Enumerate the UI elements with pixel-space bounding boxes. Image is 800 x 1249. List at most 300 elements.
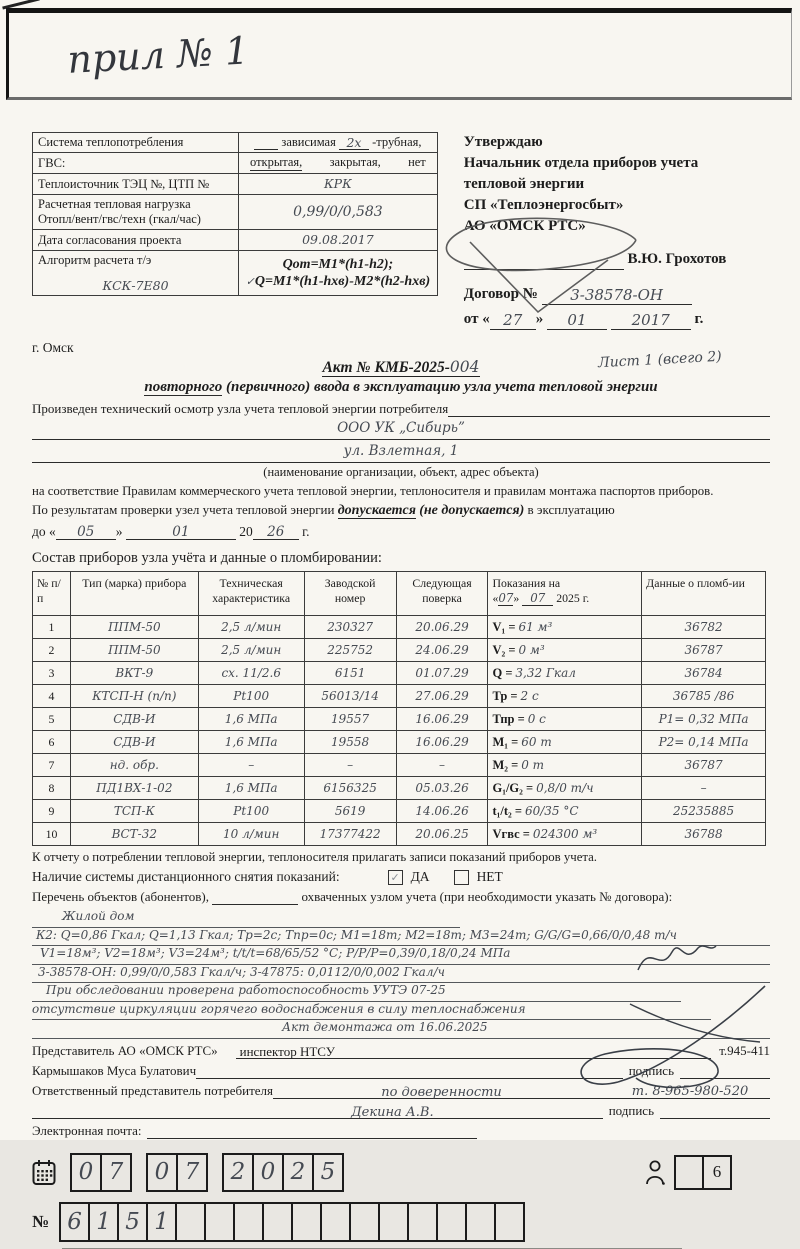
- subtitle-rest: (первичного) ввода в эксплуатацию узла учета тепловой энергии: [222, 379, 658, 395]
- date-box: [312, 1153, 344, 1192]
- reading-label: G₁/G₂ =: [492, 780, 534, 795]
- cell-seal: [642, 731, 766, 754]
- consumer-phone: т. 8-965-980-520: [631, 1083, 749, 1099]
- blank-line: [547, 313, 607, 330]
- sign-label: подпись: [628, 1062, 674, 1078]
- equipment-row: [33, 662, 766, 685]
- handwritten-value: 2 с: [520, 688, 539, 703]
- handwritten-digit: 0: [260, 1159, 276, 1185]
- handwritten-value: Р1= 0,32 МПа: [658, 711, 749, 726]
- person-box: [702, 1155, 732, 1190]
- param-label-line: Алгоритм расчета т/э: [38, 253, 152, 267]
- param-row: [33, 230, 438, 251]
- equipment-section-title: Состав приборов узла учёта и данные о пломбировании:: [32, 550, 382, 566]
- approve-line: АО «ОМСК РТС»: [463, 218, 586, 234]
- params-table: [32, 132, 438, 296]
- param-label: Теплоисточник ТЭЦ №, ЦТП №: [33, 174, 239, 195]
- cell-serial: [304, 616, 396, 639]
- cell-serial: [304, 777, 396, 800]
- handwritten-value: 20.06.29: [415, 619, 469, 634]
- consumer-row: [32, 1083, 770, 1099]
- handwritten-digit: 1: [154, 1208, 169, 1235]
- cell-next: [396, 754, 488, 777]
- handwritten-value: 61 м³: [518, 619, 553, 634]
- cell-type: [70, 754, 198, 777]
- handwritten-value: нд. обр.: [109, 757, 159, 772]
- handwritten-value: Pt100: [233, 803, 270, 818]
- number-box: [436, 1202, 467, 1242]
- email-row: [32, 1123, 770, 1139]
- handwritten-value: –: [439, 757, 446, 772]
- result-allowed: допускается: [337, 503, 416, 518]
- param-label-line: Расчетная тепловая нагрузка: [38, 197, 191, 211]
- cell-num: 2: [33, 639, 71, 662]
- cell-reading: [488, 708, 642, 731]
- cell-next: [396, 777, 488, 800]
- cell-seal: [642, 823, 766, 846]
- handwritten-value: 2х: [346, 134, 362, 150]
- readings-year: 2025 г.: [556, 591, 590, 605]
- param-value: [239, 133, 438, 153]
- handwritten-value: 09.08.2017: [302, 232, 374, 247]
- calendar-icon: [32, 1159, 56, 1186]
- date-stamp-row: [32, 1153, 770, 1192]
- org-caption: (наименование организации, объект, адрес объекта): [263, 465, 539, 479]
- act-number-printed: Акт № КМБ-2025-: [322, 359, 450, 376]
- handwritten-value: 230327: [327, 619, 374, 634]
- cell-seal: [642, 616, 766, 639]
- handwritten-text: При обследовании проверена работоспособность УУТЭ 07-25: [46, 983, 446, 997]
- cell-reading: [488, 731, 642, 754]
- rep-phone: т.945-411: [719, 1042, 770, 1058]
- objects-list-line: [32, 889, 770, 905]
- param-label: [33, 195, 239, 230]
- until-century: 20: [239, 524, 253, 539]
- param-value: [239, 195, 438, 230]
- person-icon: [645, 1159, 666, 1186]
- number-box: [465, 1202, 496, 1242]
- cell-next: [396, 823, 488, 846]
- approve-line: тепловой энергии: [463, 176, 585, 192]
- cell-next: [396, 731, 488, 754]
- reading-label: Тр =: [492, 688, 518, 703]
- subtitle-underlined: повторного: [144, 379, 223, 395]
- handwritten-value: 36782: [684, 619, 723, 634]
- date-box: [100, 1153, 132, 1192]
- blank-line: [126, 525, 236, 540]
- cell-spec: [198, 616, 304, 639]
- act-number-hand: 004: [449, 358, 480, 376]
- valid-until-line: [32, 524, 770, 540]
- number-box: [175, 1202, 206, 1242]
- document-body: [32, 132, 770, 1249]
- param-row: [33, 133, 438, 153]
- sign-label: подпись: [608, 1102, 654, 1118]
- cell-next: [396, 662, 488, 685]
- handwritten-value: 10 л/мин: [223, 826, 280, 841]
- handwritten-value: 05.03.26: [415, 780, 469, 795]
- handwritten-value: СДВ-И: [113, 711, 156, 726]
- blank-line: [448, 402, 770, 417]
- param-label: ГВС:: [33, 153, 239, 174]
- equipment-row: [33, 754, 766, 777]
- param-value: [239, 174, 438, 195]
- handwritten-value: 0 с: [527, 711, 546, 726]
- cell-serial: [304, 800, 396, 823]
- rep-name: Кармышаков Муса Булатович: [32, 1062, 197, 1078]
- param-label: Дата согласования проекта: [33, 230, 239, 251]
- cell-serial: [304, 639, 396, 662]
- rep-label: Представитель АО «ОМСК РТС»: [32, 1042, 218, 1058]
- param-text: -трубная,: [372, 135, 422, 149]
- handwritten-value: 36788: [684, 826, 723, 841]
- calc-formula: [239, 251, 438, 296]
- handwritten-value: 60 т: [521, 734, 552, 749]
- date-box: [252, 1153, 284, 1192]
- equipment-row: [33, 731, 766, 754]
- handwritten-value: 0 т: [521, 757, 545, 772]
- number-label: №: [32, 1211, 50, 1231]
- handwritten-text: Жилой дом: [62, 909, 135, 923]
- equipment-row: [33, 639, 766, 662]
- blank-line: [196, 1064, 623, 1079]
- equipment-row: [33, 616, 766, 639]
- param-value: [239, 153, 438, 174]
- handwritten-value: сх. 11/2.6: [221, 665, 281, 680]
- param-row: [33, 195, 438, 230]
- result-pre: По результатам проверки узел учета тепловой энергии: [32, 502, 338, 517]
- equipment-table: [32, 571, 766, 846]
- reading-label: t₁/t₂ =: [492, 803, 523, 818]
- person-count-boxes: [674, 1155, 732, 1190]
- blank-line: [32, 1104, 182, 1119]
- org-address-line: [32, 443, 770, 463]
- remote-reading-row: [32, 869, 770, 885]
- rep-name-row: [32, 1063, 770, 1079]
- cell-seal: [642, 708, 766, 731]
- until-year: 26: [267, 523, 285, 540]
- param-row: [33, 174, 438, 195]
- date-box: [146, 1153, 178, 1192]
- blank-line: [147, 1124, 477, 1139]
- cell-seal: [642, 662, 766, 685]
- top-section: [32, 132, 770, 330]
- date-month-boxes: [146, 1153, 208, 1192]
- contract-month: 01: [567, 311, 587, 330]
- no-checkbox: [454, 870, 469, 885]
- formula-line: Qот=M1*(h1-h2);: [282, 256, 394, 272]
- readings-title: Показания на: [492, 576, 561, 590]
- cell-type: [70, 616, 198, 639]
- cell-type: [70, 708, 198, 731]
- attach-note: К отчету о потреблении тепловой энергии, теплоносителя прилагать записи показаний приборов учета.: [32, 850, 597, 864]
- contract-row: [464, 284, 770, 305]
- date-box: [282, 1153, 314, 1192]
- cell-num: 3: [33, 662, 71, 685]
- gvs-option-open: открытая,: [250, 155, 303, 169]
- handwritten-digit: 2: [230, 1159, 246, 1185]
- reading-label: V₂ =: [492, 642, 516, 657]
- org-address: ул. Взлетная, 1: [343, 443, 459, 459]
- quote: »: [513, 591, 520, 605]
- result-not-allowed: (не допускается): [419, 503, 525, 518]
- quote: «: [492, 591, 499, 605]
- cell-next: [396, 639, 488, 662]
- cell-spec: [198, 754, 304, 777]
- handwritten-value: КСК-7Е80: [102, 278, 169, 293]
- blank-line: [56, 525, 116, 540]
- handwritten-value: 36784: [684, 665, 723, 680]
- person-box: [674, 1155, 704, 1190]
- param-label: Система теплопотребления: [33, 133, 239, 153]
- title-block: [32, 348, 770, 396]
- cell-spec: [198, 800, 304, 823]
- reading-label: Тпр =: [492, 711, 525, 726]
- handwritten-value: Pt100: [233, 688, 270, 703]
- handwritten-value: 16.06.29: [415, 734, 469, 749]
- cell-serial: [304, 754, 396, 777]
- cell-type: [70, 662, 198, 685]
- contract-date-row: [464, 309, 770, 330]
- handwritten-value: 2,5 л/мин: [221, 642, 282, 657]
- reading-label: М₁ =: [492, 734, 519, 749]
- blank-line: [542, 288, 692, 305]
- handwritten-value: 6151: [334, 665, 366, 680]
- document-number-row: [32, 1202, 770, 1242]
- objects-list-pre: Перечень объектов (абонентов),: [32, 889, 209, 904]
- date-box: [222, 1153, 254, 1192]
- cell-type: [70, 800, 198, 823]
- until-month: 01: [172, 523, 190, 540]
- handwritten-value: 19557: [331, 711, 370, 726]
- cell-serial: [304, 731, 396, 754]
- col-readings: [488, 572, 642, 616]
- handwritten-value: 27.06.29: [415, 688, 469, 703]
- remote-reading-label: Наличие системы дистанционного снятия показаний:: [32, 869, 340, 884]
- yes-checkbox: [388, 870, 403, 885]
- handwritten-value: 36787: [684, 642, 723, 657]
- inspection-text: Произведен технический осмотр узла учета тепловой энергии потребителя: [32, 401, 449, 416]
- contract-year: 2017: [631, 311, 670, 330]
- number-box: [88, 1202, 119, 1242]
- handwritten-value: 225752: [327, 642, 374, 657]
- handwritten-text: 3-38578-ОН: 0,99/0/0,583 Гкал/ч; 3-47875: 0,0112/0/0,002 Гкал/ч: [38, 964, 445, 979]
- cell-num: 7: [33, 754, 71, 777]
- handwritten-line: [32, 983, 681, 1002]
- until-day: 05: [77, 523, 95, 540]
- handwritten-value: 1,6 МПа: [224, 734, 278, 749]
- approve-line: Утверждаю: [463, 134, 543, 150]
- handwritten-value: КТСП-Н (п/п): [92, 688, 177, 703]
- handwritten-value: ППМ-50: [108, 619, 161, 634]
- rep-row: [32, 1043, 770, 1059]
- handwritten-value: СДВ-И: [113, 734, 156, 749]
- org-name: ООО УК „Сибирь”: [337, 420, 465, 436]
- gvs-option-closed: закрытая,: [329, 155, 381, 169]
- handwritten-value: 16.06.29: [415, 711, 469, 726]
- handwritten-line: [32, 946, 770, 965]
- handwritten-digit: 0: [78, 1159, 94, 1185]
- cell-reading: [488, 800, 642, 823]
- date-box: [70, 1153, 102, 1192]
- printed-digit: 6: [712, 1162, 722, 1181]
- equipment-table-body: [33, 616, 766, 846]
- contract-day: 27: [503, 311, 523, 330]
- handwritten-text: Акт демонтажа от 16.06.2025: [282, 1020, 488, 1034]
- cell-reading: [488, 662, 642, 685]
- param-label-line: Отопл/вент/гвс/техн (гкал/час): [38, 212, 201, 226]
- param-label: [33, 251, 239, 296]
- handwritten-digit: 7: [108, 1159, 124, 1185]
- handwritten-value: 024300 м³: [532, 826, 598, 841]
- reading-label: Q =: [492, 665, 513, 680]
- param-value: [239, 230, 438, 251]
- col-serial: Заводской номер: [304, 572, 396, 616]
- cell-spec: [198, 823, 304, 846]
- handwritten-value: 56013/14: [321, 688, 379, 703]
- handwritten-line: [32, 909, 460, 928]
- handwritten-value: 14.06.26: [415, 803, 469, 818]
- equipment-row: [33, 777, 766, 800]
- rep-role-line: [236, 1044, 712, 1059]
- cell-type: [70, 731, 198, 754]
- inspection-line: [32, 401, 770, 417]
- handwritten-value: 17377422: [319, 826, 381, 841]
- number-box: [59, 1202, 90, 1242]
- handwritten-value: 0 м³: [518, 642, 545, 657]
- handwritten-digit: 5: [320, 1159, 336, 1185]
- handwritten-digit: 7: [184, 1159, 200, 1185]
- email-label: Электронная почта:: [32, 1122, 142, 1138]
- param-row: [33, 251, 438, 296]
- cell-type: [70, 685, 198, 708]
- cell-reading: [488, 616, 642, 639]
- col-seal: Данные о пломб-ии: [642, 572, 766, 616]
- cell-next: [396, 616, 488, 639]
- yes-label: ДА: [410, 869, 430, 884]
- handwritten-digit: 1: [96, 1208, 111, 1235]
- check-mark: ✓: [390, 871, 400, 884]
- date-prefix: от «: [463, 311, 490, 327]
- cell-seal: [642, 754, 766, 777]
- approver-name-row: [464, 249, 770, 270]
- check-mark: ✓: [245, 275, 255, 288]
- contract-number: 3-38578-ОН: [570, 286, 663, 305]
- cell-serial: [304, 685, 396, 708]
- blank-line: [490, 313, 536, 330]
- no-label: НЕТ: [476, 869, 503, 884]
- number-box: [146, 1202, 177, 1242]
- handwritten-value: ППМ-50: [108, 642, 161, 657]
- handwritten-value: 0,8/0 т/ч: [536, 780, 594, 795]
- cell-reading: [488, 777, 642, 800]
- cell-reading: [488, 823, 642, 846]
- handwritten-digit: 5: [125, 1208, 140, 1235]
- number-box: [233, 1202, 264, 1242]
- handwritten-value: 20.06.25: [415, 826, 469, 841]
- handwritten-value: 01.07.29: [415, 665, 469, 680]
- result-line: [32, 502, 770, 519]
- date-quote: »: [535, 311, 544, 327]
- equipment-row: [33, 800, 766, 823]
- consumer-name: Декина А.В.: [351, 1104, 434, 1120]
- reading-label: V₁ =: [492, 619, 516, 634]
- number-box: [291, 1202, 322, 1242]
- consumer-authority: по доверенности: [381, 1084, 502, 1100]
- param-text: зависимая: [281, 135, 336, 149]
- cell-serial: [304, 823, 396, 846]
- date-day-boxes: [70, 1153, 132, 1192]
- handwritten-digit: 6: [67, 1208, 82, 1235]
- blank-line: [253, 525, 299, 540]
- until-suffix: г.: [302, 524, 310, 539]
- handwritten-value: 1,6 МПа: [224, 780, 278, 795]
- until-quote: »: [115, 524, 123, 539]
- scan-artifact: [62, 1248, 682, 1249]
- contract-label: Договор №: [463, 286, 538, 302]
- col-num: № п/п: [33, 572, 71, 616]
- handwritten-text: отсутствие циркуляции горячего водоснабжения в силу теплоснабжения: [32, 1001, 526, 1016]
- consumer-phone-line: [610, 1084, 770, 1099]
- col-next: Следующая поверка: [396, 572, 488, 616]
- number-box: [494, 1202, 525, 1242]
- number-box: [349, 1202, 380, 1242]
- cell-type: [70, 639, 198, 662]
- cell-num: 9: [33, 800, 71, 823]
- handwritten-value: КРК: [324, 176, 352, 191]
- number-box: [407, 1202, 438, 1242]
- city-label: г. Омск: [32, 340, 74, 355]
- cell-next: [396, 800, 488, 823]
- handwritten-value: 6156325: [323, 780, 377, 795]
- handwritten-value: ПД1ВХ-1-02: [96, 780, 173, 795]
- handwritten-line: [32, 965, 770, 984]
- signature-line: [680, 1064, 770, 1079]
- cell-spec: [198, 777, 304, 800]
- cell-seal: [642, 685, 766, 708]
- header-note: прил № 1: [66, 28, 251, 82]
- cell-num: 6: [33, 731, 71, 754]
- blank-line: [254, 136, 278, 150]
- handwritten-digit: 2: [290, 1159, 306, 1185]
- number-box: [117, 1202, 148, 1242]
- approval-block: [464, 132, 770, 330]
- sheet-note: Лист 1 (всего 2): [597, 348, 723, 372]
- handwritten-value: 25235885: [673, 803, 735, 818]
- handwritten-value: 24.06.29: [415, 642, 469, 657]
- handwritten-value: ВСТ-32: [111, 826, 157, 841]
- consumer-name-row: [32, 1103, 770, 1119]
- param-row: [33, 153, 438, 174]
- handwritten-value: 19558: [331, 734, 370, 749]
- cell-seal: [642, 777, 766, 800]
- cell-num: 10: [33, 823, 71, 846]
- handwritten-text: К2: Q=0,86 Гкал; Q=1,13 Гкал; Тр=2с; Тпр=0с; М1=18т; М2=18т; М3=24т; G/G/G=0,66/0/0,48 т/ч: [36, 927, 677, 942]
- cell-next: [396, 708, 488, 731]
- reading-label: Vгвс =: [492, 826, 530, 841]
- handwritten-value: ВКТ-9: [115, 665, 154, 680]
- number-boxes: [59, 1202, 525, 1242]
- equipment-row: [33, 708, 766, 731]
- date-year-boxes: [222, 1153, 344, 1192]
- approver-name: В.Ю. Грохотов: [627, 251, 727, 267]
- equipment-row: [33, 685, 766, 708]
- handwritten-value: –: [700, 780, 707, 795]
- handwritten-value: 36785 /86: [672, 688, 735, 703]
- signature-line: [660, 1104, 770, 1119]
- cell-num: 1: [33, 616, 71, 639]
- handwritten-value: ТСП-К: [113, 803, 155, 818]
